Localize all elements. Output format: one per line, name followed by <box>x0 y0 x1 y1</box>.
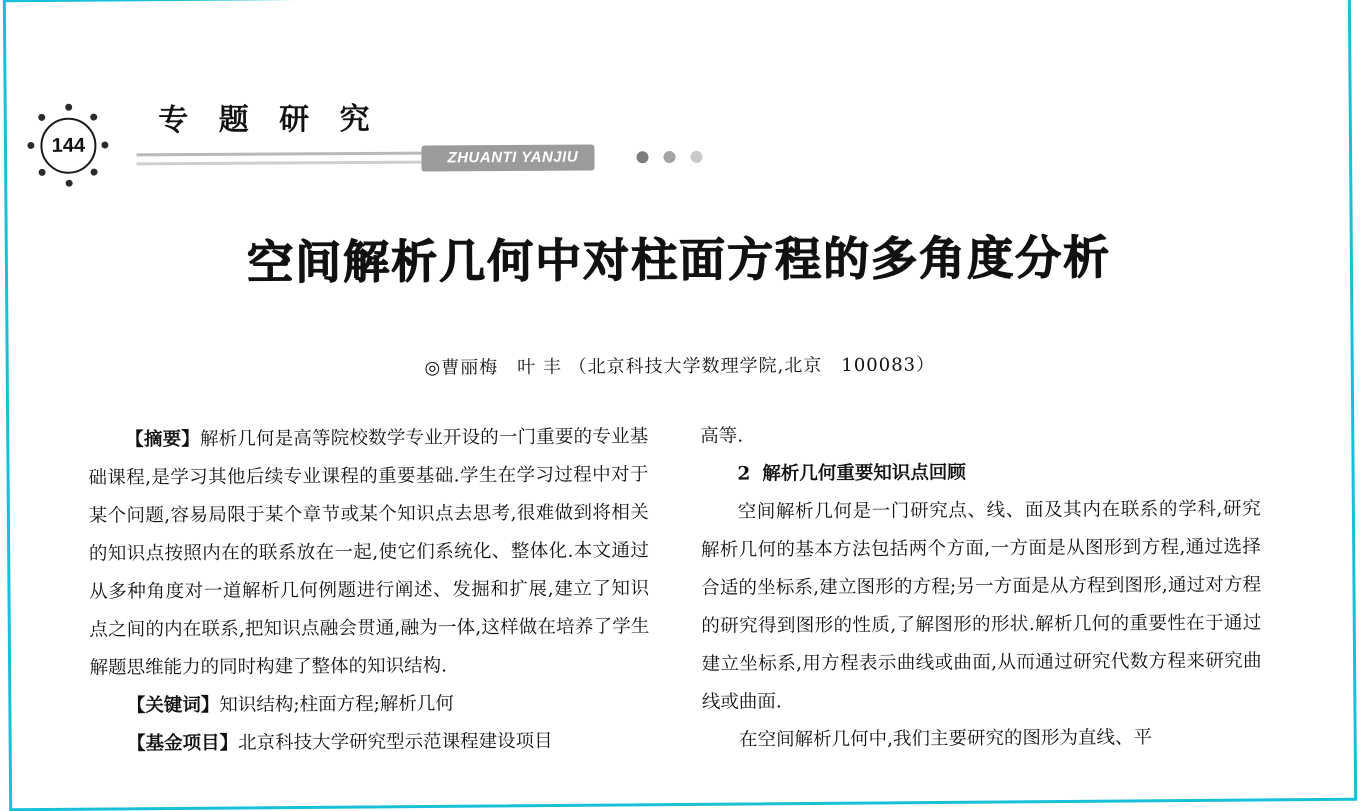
header-decoration-bar <box>136 142 756 176</box>
fund-text: 北京科技大学研究型示范课程建设项目 <box>238 730 553 754</box>
page-number-badge <box>26 103 111 188</box>
badge-tick-icon <box>66 180 73 187</box>
body-paragraph: 空间解析几何是一门研究点、线、面及其内在联系的学科,研究解析几何的基本方法包括两个方面,一方面是从图形到方程,通过选择合适的坐标系,建立图形的方程;另一方面是从方程到图形,通过对方程的研究得到图形的性质,了解图形的形状.解析几何的重要性在于通过建立坐标系,用方程表示曲线或曲面,从而通过研究代数方程来研究曲线或曲面. <box>700 498 1262 713</box>
section-column-title: 专 题 研 究 <box>158 101 380 139</box>
badge-tick-icon <box>27 142 34 149</box>
article-title: 空间解析几何中对柱面方程的多角度分析 <box>246 230 1112 290</box>
header-rule-line <box>136 151 436 156</box>
header-dot-icon <box>663 151 675 163</box>
badge-tick-icon <box>101 141 108 148</box>
header-dot-icon <box>690 151 702 163</box>
body-paragraph: 在空间解析几何中,我们主要研究的图形为直线、平 <box>739 727 1153 751</box>
abstract-label: 【摘要】 <box>125 428 201 451</box>
continued-text: 高等. <box>700 425 744 447</box>
fund-label: 【基金项目】 <box>127 732 239 755</box>
article-authors: ◎曹丽梅 叶 丰 （北京科技大学数理学院,北京 100083） <box>424 354 936 379</box>
keywords-text: 知识结构;柱面方程;解析几何 <box>219 693 454 716</box>
section-column-pinyin: ZHUANTI YANJIU <box>421 145 594 172</box>
page-number: 144 <box>51 134 86 157</box>
header-dot-icon <box>636 151 648 163</box>
header-rule-line <box>137 160 437 165</box>
section-heading <box>700 452 1260 493</box>
fund-paragraph <box>90 722 650 763</box>
section-number: 2 <box>737 463 751 485</box>
keywords-paragraph <box>90 684 650 725</box>
abstract-paragraph <box>88 418 650 687</box>
badge-tick-icon <box>65 104 72 111</box>
abstract-text: 解析几何是高等院校数学专业开设的一门重要的专业基础课程,是学习其他后续专业课程的重要基础.学生在学习过程中对于某个问题,容易局限于某个章节或某个知识点去思考,很难做到将相关的知识点按照内在的联系放在一起,使它们系统化、整体化.本文通过从多种角度对一道解析几何例题进行阐述、发掘和扩展,建立了知识点之间的内在联系,把知识点融会贯通,融为一体,这样做在培养了学生解题思维能力的同时构建了整体的知识结构. <box>88 426 650 679</box>
section-title: 解析几何重要知识点回顾 <box>762 462 966 485</box>
right-text-column <box>700 414 1262 759</box>
keywords-label: 【关键词】 <box>126 694 220 717</box>
left-text-column <box>88 418 650 763</box>
page-header <box>18 42 759 167</box>
